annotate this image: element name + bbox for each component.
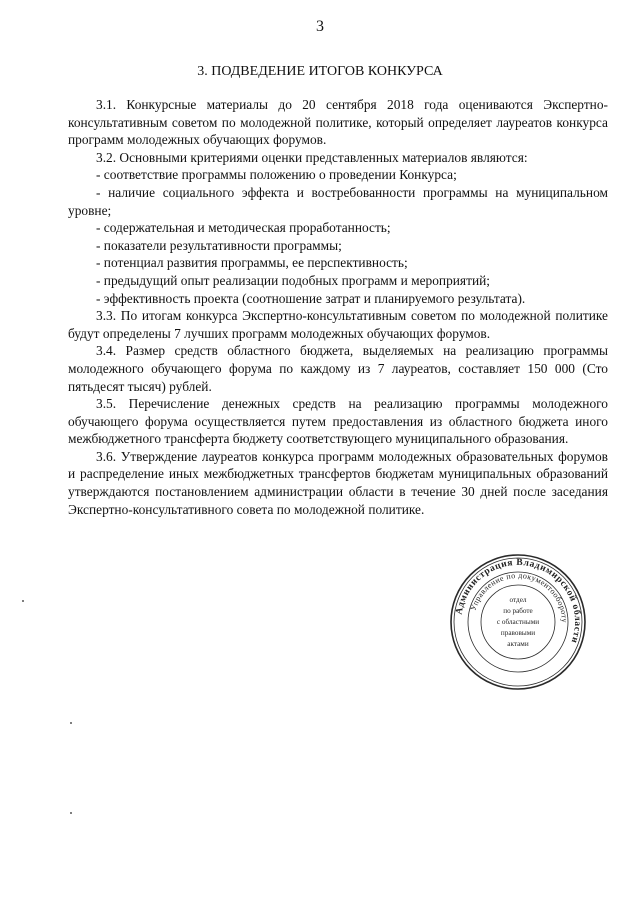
- official-stamp: [448, 552, 588, 692]
- body-text: [68, 96, 608, 518]
- page-number: 3: [316, 18, 324, 35]
- stamp-center-line: с областными: [496, 618, 540, 626]
- section-title: 3. ПОДВЕДЕНИЕ ИТОГОВ КОНКУРСА: [197, 64, 443, 79]
- stamp-center-line: по работе: [503, 607, 533, 615]
- criteria-item: - содержательная и методическая проработанность;: [96, 220, 391, 236]
- scan-speck: [70, 722, 72, 724]
- stamp-center-line: отдел: [509, 596, 527, 604]
- scan-speck: [22, 600, 24, 602]
- stamp-outer-text: Администрация Владимирской области: [454, 557, 583, 645]
- paragraph-3-1: 3.1. Конкурсные материалы до 20 сентября 2018 года оцениваются Экспертно-консультативным советом по молодежной политике, который определяет лауреатов конкурса программ молодежных обучающих форумов.: [68, 97, 608, 148]
- scan-speck: [70, 812, 72, 814]
- criteria-item: - потенциал развития программы, ее перспективность;: [96, 255, 408, 271]
- paragraph-3-6: 3.6. Утверждение лауреатов конкурса программ молодежных образовательных форумов и распределение иных межбюджетных трансфертов бюджетам муниципальных образований утверждаются постановлением администрации области в течение 30 дней после заседания Экспертно-консультативного совета по молодежной политике.: [68, 448, 608, 517]
- criteria-item: - предыдущий опыт реализации подобных программ и мероприятий;: [96, 272, 490, 288]
- criteria-item: - эффективность проекта (соотношение затрат и планируемого результата).: [96, 290, 526, 306]
- paragraph-3-2: 3.2. Основными критериями оценки представленных материалов являются:: [96, 149, 528, 165]
- stamp-inner-text: Управление по документообороту: [468, 570, 570, 624]
- stamp-center-line: правовыми: [500, 629, 536, 637]
- paragraph-3-4: 3.4. Размер средств областного бюджета, выделяемых на реализацию программы молодежного обучающего форума по каждому из 7 лауреатов, составляет 150 000 (Сто пятьдесят тысяч) рублей.: [68, 343, 608, 394]
- criteria-item: - наличие социального эффекта и востребованности программы на муниципальном уровне;: [68, 184, 608, 218]
- stamp-center-line: актами: [507, 640, 529, 648]
- criteria-item: - соответствие программы положению о проведении Конкурса;: [96, 167, 457, 183]
- paragraph-3-3: 3.3. По итогам конкурса Экспертно-консультативным советом по молодежной политике будут определены 7 лучших программ молодежных обучающих форумов.: [68, 308, 608, 341]
- paragraph-3-5: 3.5. Перечисление денежных средств на реализацию программы молодежного обучающего форума осуществляется путем предоставления из областного бюджета иного межбюджетного трансферта бюджету соответствующего муниципального образования.: [68, 396, 608, 447]
- criteria-item: - показатели результативности программы;: [96, 237, 342, 253]
